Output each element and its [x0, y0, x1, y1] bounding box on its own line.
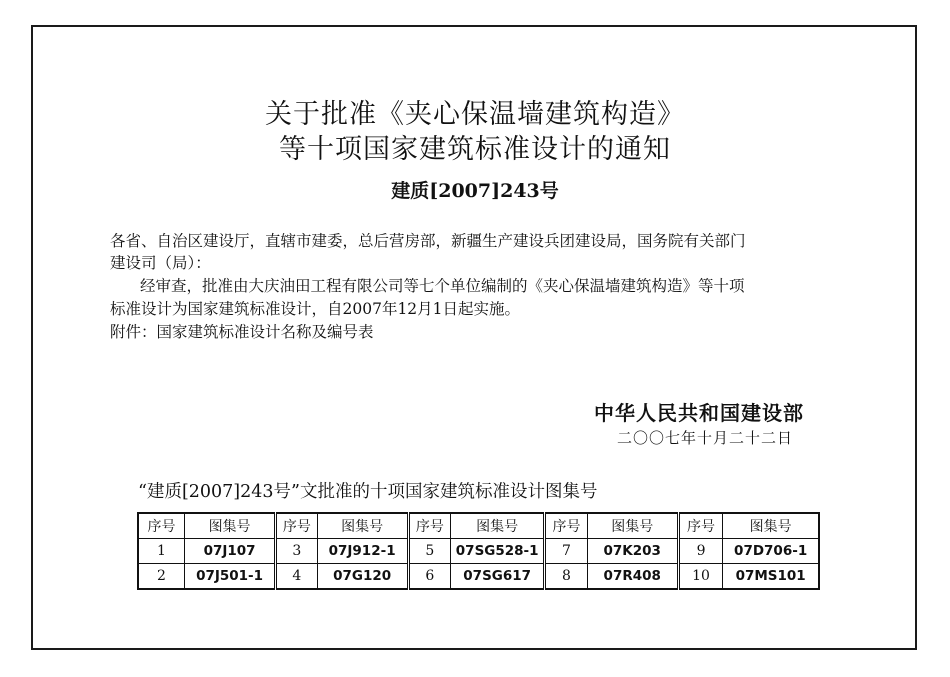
row2-seq-5: 10 [678, 564, 723, 590]
atlas-table-title: “建质[2007]243号”文批准的十项国家建筑标准设计图集号 [138, 482, 598, 502]
row2-code-2: 07G120 [317, 564, 408, 590]
notice-title-line1: 关于批准《夹心保温墙建筑构造》 [265, 99, 685, 130]
header-code-2: 图集号 [317, 513, 408, 539]
attachment-line: 附件：国家建筑标准设计名称及编号表 [110, 323, 374, 341]
body-line2: 标准设计为国家建筑标准设计，自2007年12月1日起实施。 [110, 300, 521, 318]
row2-code-1: 07J501-1 [185, 564, 276, 590]
row1-code-2: 07J912-1 [317, 539, 408, 564]
notice-title-line2: 等十项国家建筑标准设计的通知 [279, 134, 671, 165]
body-line1: 经审查，批准由大庆油田工程有限公司等七个单位编制的《夹心保温墙建筑构造》等十项 [140, 277, 745, 295]
row1-seq-2: 3 [276, 539, 317, 564]
row1-seq-4: 7 [545, 539, 587, 564]
table-header-row [138, 513, 819, 539]
row2-seq-3: 6 [408, 564, 450, 590]
table-row [138, 539, 819, 564]
row1-code-4: 07K203 [587, 539, 678, 564]
header-seq-5: 序号 [678, 513, 723, 539]
row2-code-4: 07R408 [587, 564, 678, 590]
row1-seq-5: 9 [678, 539, 723, 564]
row1-code-5: 07D706-1 [723, 539, 819, 564]
row2-code-3: 07SG617 [451, 564, 545, 590]
row1-seq-3: 5 [408, 539, 450, 564]
table-row [138, 564, 819, 590]
row2-seq-1: 2 [138, 564, 185, 590]
header-seq-1: 序号 [138, 513, 185, 539]
header-code-3: 图集号 [451, 513, 545, 539]
header-code-5: 图集号 [723, 513, 819, 539]
header-code-1: 图集号 [185, 513, 276, 539]
row2-seq-4: 8 [545, 564, 587, 590]
row1-code-1: 07J107 [185, 539, 276, 564]
atlas-number-table [137, 512, 820, 590]
row2-seq-2: 4 [276, 564, 317, 590]
addressee-line2: 建设司（局）： [110, 254, 211, 272]
header-code-4: 图集号 [587, 513, 678, 539]
header-seq-4: 序号 [545, 513, 587, 539]
document-number: 建质[2007]243号 [391, 180, 559, 202]
addressee-line1: 各省、自治区建设厅，直辖市建委，总后营房部，新疆生产建设兵团建设局，国务院有关部门 [110, 232, 746, 250]
issue-date: 二〇〇七年十月二十二日 [617, 429, 794, 447]
header-seq-3: 序号 [408, 513, 450, 539]
issuer-name: 中华人民共和国建设部 [594, 401, 804, 425]
row1-code-3: 07SG528-1 [451, 539, 545, 564]
row1-seq-1: 1 [138, 539, 185, 564]
header-seq-2: 序号 [276, 513, 317, 539]
row2-code-5: 07MS101 [723, 564, 819, 590]
